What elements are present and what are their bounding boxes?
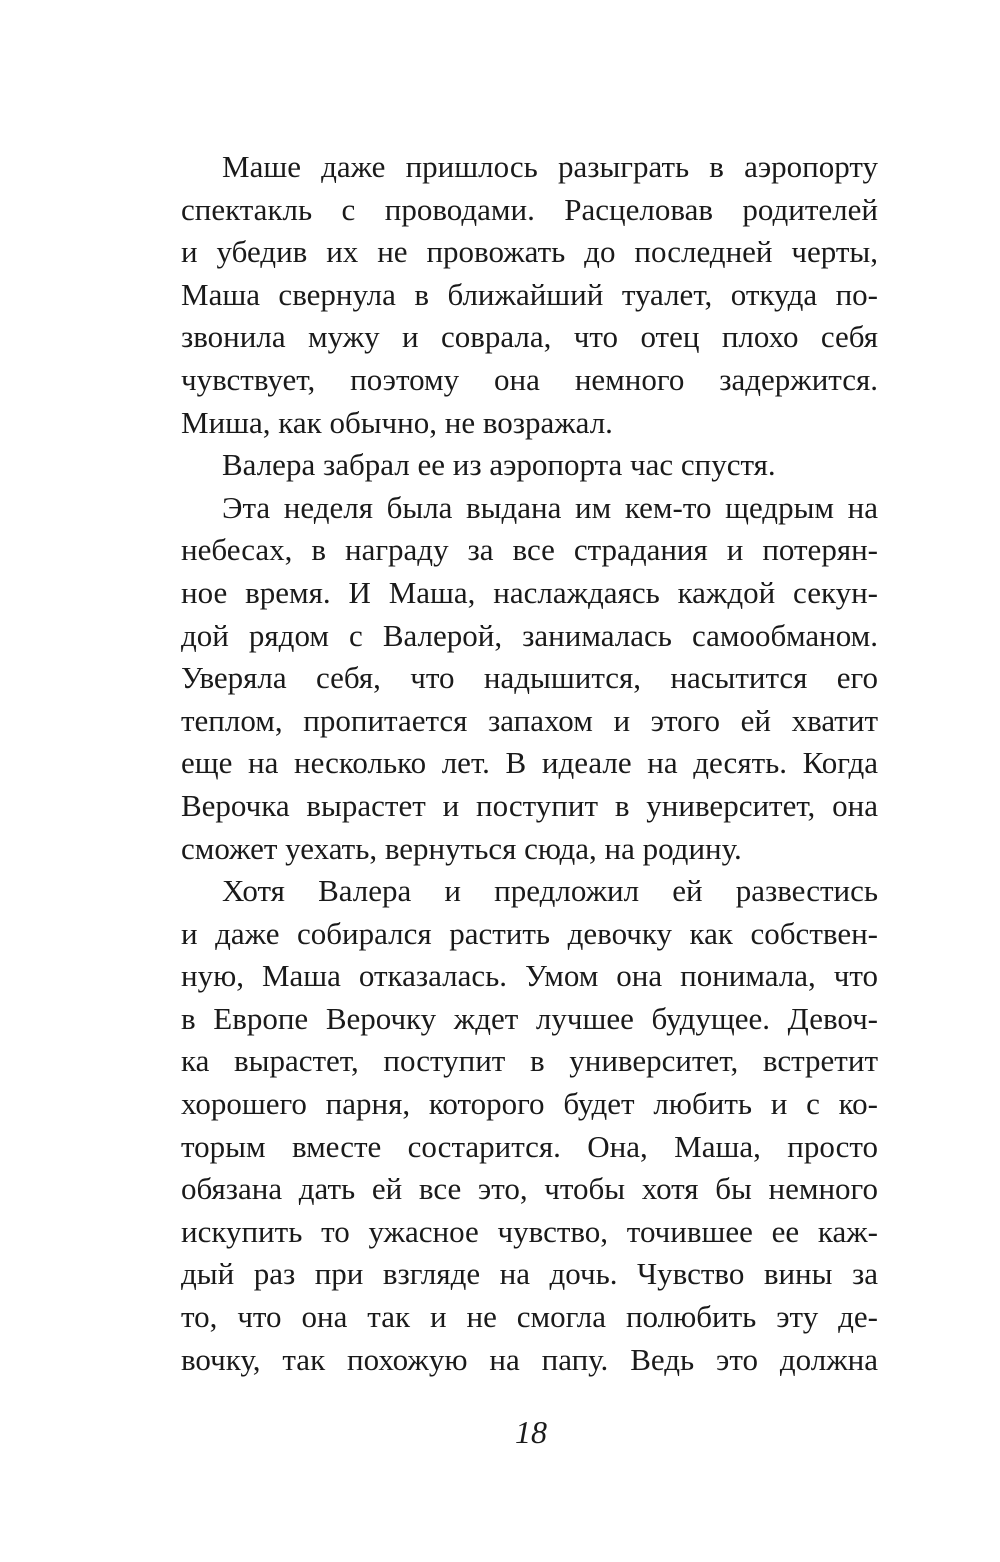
text-line: в Европе Верочку ждет лучшее будущее. Девоч-	[181, 1000, 878, 1036]
text-line: Маша свернула в ближайший туалет, откуда по-	[181, 276, 878, 312]
text-line: Эта неделя была выдана им кем-то щедрым на	[222, 489, 878, 525]
text-line: торым вместе состарится. Она, Маша, просто	[181, 1128, 878, 1164]
page-body	[181, 146, 878, 1381]
text-line: Уверяла себя, что надышится, насытится его	[181, 660, 878, 696]
text-line: Хотя Валера и предложил ей развестись	[222, 873, 878, 909]
text-line: чувствует, поэтому она немного задержится.	[181, 361, 878, 397]
text-line: ную, Маша отказалась. Умом она понимала, что	[181, 958, 878, 994]
text-line: сможет уехать, вернуться сюда, на родину.	[181, 830, 742, 866]
text-line: теплом, пропитается запахом и этого ей хватит	[181, 702, 878, 738]
text-line: вочку, так похожую на папу. Ведь это должна	[181, 1341, 878, 1377]
text-line: обязана дать ей все это, чтобы хотя бы немного	[181, 1171, 878, 1207]
paragraph	[181, 444, 878, 487]
text-line: Верочка вырастет и поступит в университет, она	[181, 787, 878, 823]
text-line: и даже собирался растить девочку как собствен-	[181, 915, 878, 951]
text-line: еще на несколько лет. В идеале на десять. Когда	[181, 745, 878, 781]
page-number: 18	[515, 1414, 547, 1450]
text-line: то, что она так и не смогла полюбить эту де-	[181, 1299, 878, 1335]
text-line: искупить то ужасное чувство, точившее ее каж-	[181, 1213, 878, 1249]
text-line: ка вырастет, поступит в университет, встретит	[181, 1043, 878, 1079]
text-line: небесах, в награду за все страдания и потерян-	[181, 532, 878, 568]
text-line: и убедив их не провожать до последней черты,	[181, 234, 878, 270]
text-line: спектакль с проводами. Расцеловав родителей	[181, 191, 878, 227]
paragraph	[181, 487, 878, 870]
text-line: Маше даже пришлось разыграть в аэропорту	[222, 149, 878, 184]
text-line: дой рядом с Валерой, занималась самообманом.	[181, 617, 878, 653]
paragraph	[181, 870, 878, 1381]
paragraph	[181, 146, 878, 444]
text-line: ное время. И Маша, наслаждаясь каждой секун-	[181, 574, 878, 610]
text-line: звонила мужу и соврала, что отец плохо себя	[181, 319, 878, 355]
text-line: Валера забрал ее из аэропорта час спустя.	[222, 447, 776, 483]
text-line: Миша, как обычно, не возражал.	[181, 404, 613, 440]
text-line: хорошего парня, которого будет любить и с ко-	[181, 1086, 878, 1122]
text-line: дый раз при взгляде на дочь. Чувство вины за	[181, 1256, 878, 1292]
